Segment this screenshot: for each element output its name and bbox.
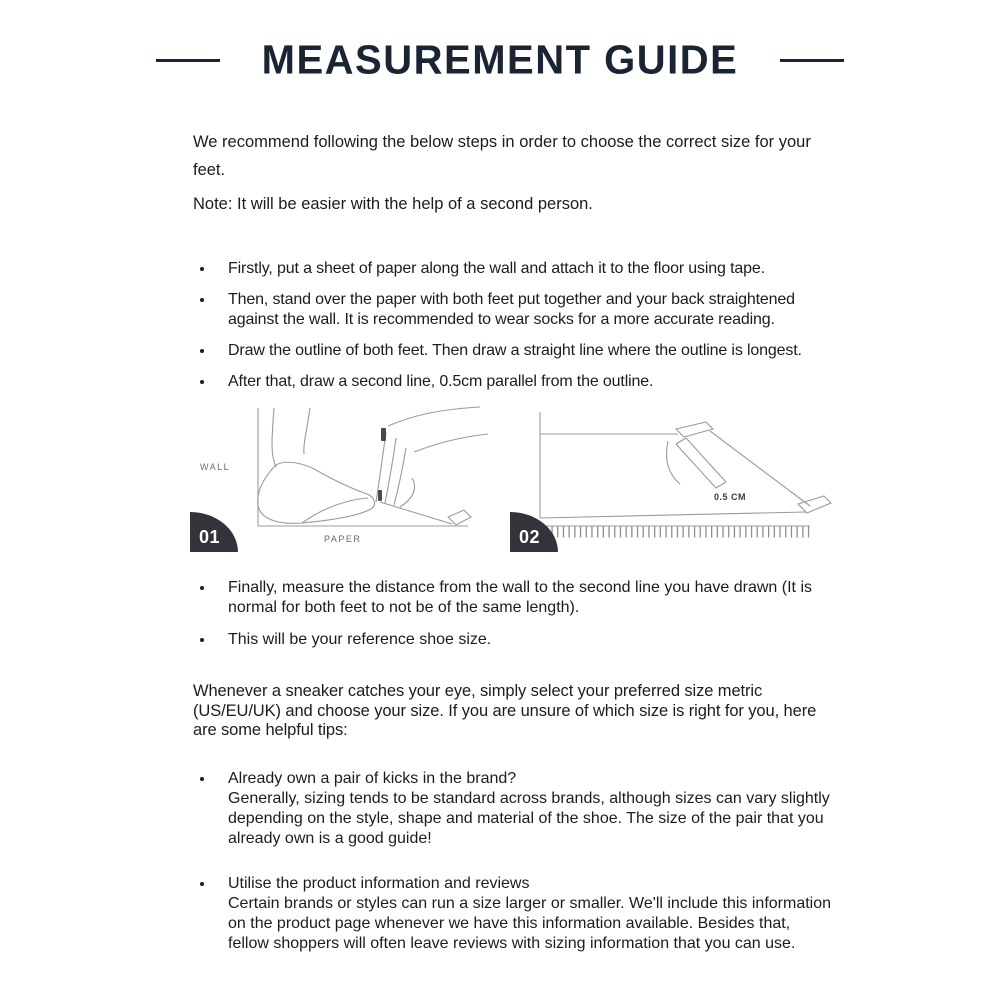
list-item: • This will be your reference shoe size. <box>215 630 833 650</box>
page-title: MEASUREMENT GUIDE <box>261 37 739 83</box>
title-dash-right <box>780 59 844 62</box>
list-item <box>215 769 833 848</box>
tip-body: Certain brands or styles can run a size larger or smaller. We'll include this information on the product page whenever we have this information available. Besides that, fellow shoppers will often leave reviews with sizing information that you can use. <box>228 895 832 952</box>
ruler-illustration <box>510 404 840 552</box>
half-cm-label: 0.5 CM <box>714 492 747 503</box>
tips-list <box>193 769 833 954</box>
list-item: • Then, stand over the paper with both feet put together and your back straightened against the wall. It is recommended to wear socks for a more accurate reading. <box>215 290 833 330</box>
list-item: • Finally, measure the distance from the wall to the second line you have drawn (It is normal for both feet to not be of the same length). <box>215 578 833 618</box>
wall-label: WALL <box>200 462 231 473</box>
final-steps-list <box>193 578 833 649</box>
list-item: • Draw the outline of both feet. Then draw a straight line where the outline is longest. <box>215 341 833 361</box>
list-item: • Firstly, put a sheet of paper along the wall and attach it to the floor using tape. <box>215 259 833 279</box>
figure-foot-measurement <box>190 404 510 552</box>
page-header <box>0 38 1000 83</box>
tip-title: • Utilise the product information and reviews <box>228 875 530 893</box>
content-column <box>193 129 833 392</box>
note-line: Note: It will be easier with the help of a second person. <box>193 195 593 214</box>
measurement-steps-list <box>193 259 833 393</box>
paper-label: PAPER <box>324 534 362 545</box>
tip-title: • Already own a pair of kicks in the brand? <box>228 770 517 788</box>
foot-against-wall-illustration <box>190 404 510 552</box>
figure-number-badge: 01 <box>190 512 238 552</box>
intro-paragraph: We recommend following the below steps in order to choose the correct size for your feet. <box>193 133 811 179</box>
figures-row <box>190 404 840 552</box>
list-item: • After that, draw a second line, 0.5cm parallel from the outline. <box>215 372 833 392</box>
figure-number-badge: 02 <box>510 512 558 552</box>
content-column-lower <box>193 578 833 953</box>
title-dash-left <box>156 59 220 62</box>
tip-body: Generally, sizing tends to be standard across brands, although sizes can vary slightly depending on the style, shape and material of the shoe. The size of the pair that you already own is a good guide! <box>228 790 830 847</box>
figure-ruler-measurement <box>510 404 840 552</box>
list-item <box>215 874 833 953</box>
tips-intro-paragraph: Whenever a sneaker catches your eye, simply select your preferred size metric (US/EU/UK) and choose your size. If you are unsure of which size is right for you, here are some helpful tips: <box>193 681 817 740</box>
